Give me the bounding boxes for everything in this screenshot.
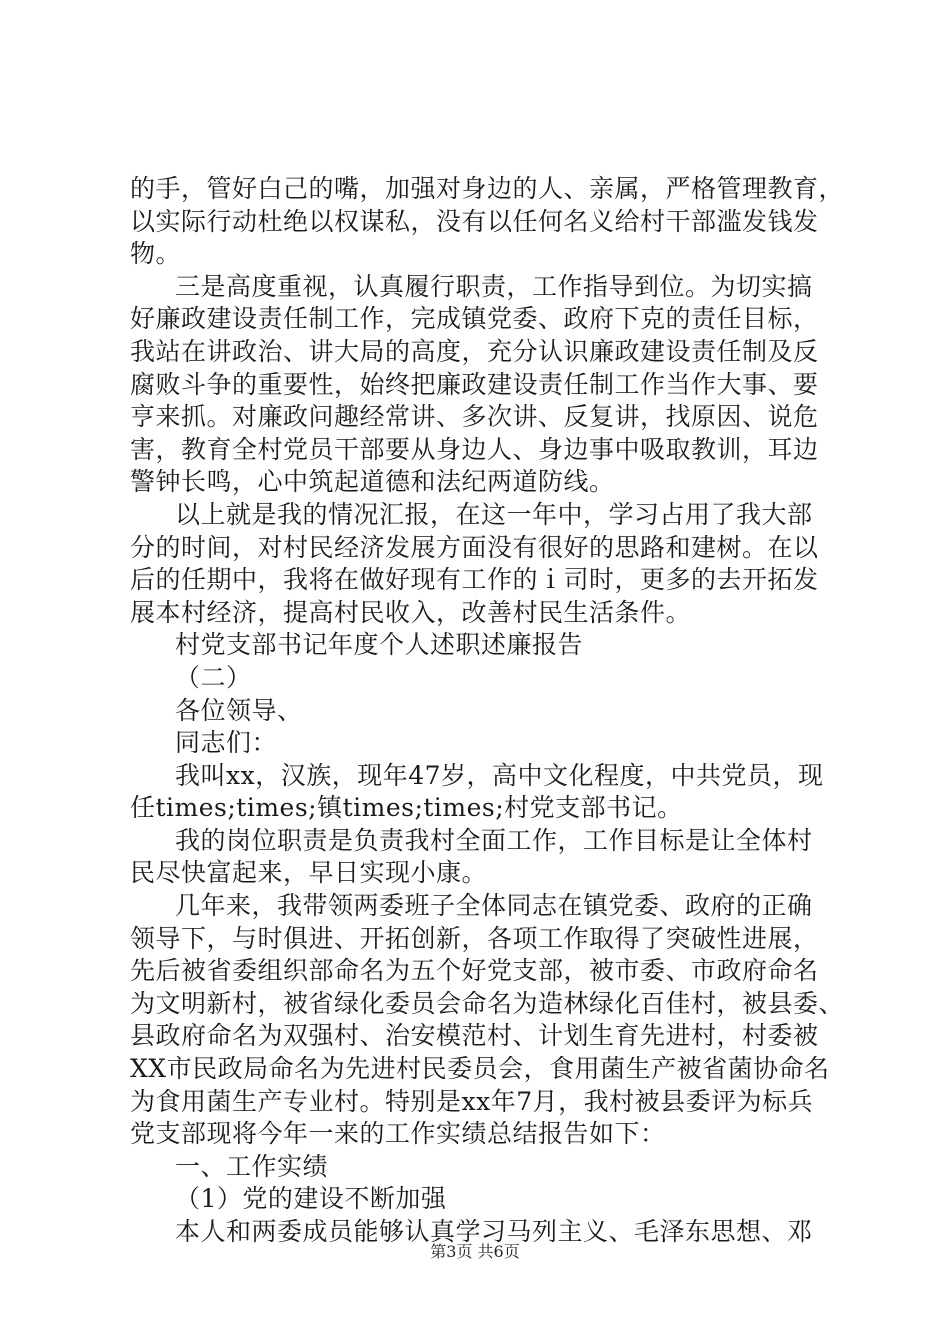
text-line: 亨来抓。对廉政问趣经常讲、多次讲、反复讲，找原因、说危 (130, 402, 819, 432)
text-line: 党支部现将今年一来的工作实绩总结报告如下： (130, 1119, 666, 1149)
text-line: （二） (175, 662, 252, 692)
text-line: 本人和两委成员能够认真学习马列主义、毛泽东思想、邓 (175, 1217, 813, 1246)
text-line: 好廉政建设责任制工作，完成镇党委、政府下克的责任目标， (130, 304, 819, 334)
text-line: 先后被省委组织部命名为五个好党支部，被市委、市政府命名 (130, 956, 819, 986)
text-line: 以实际行动杜绝以权谋私，没有以任何名义给村干部滥发钱发 (130, 206, 819, 236)
text-line: 一、工作实绩 (175, 1151, 329, 1181)
text-line: 为食用菌生产专业村。特别是xx年7月，我村被县委评为标兵 (130, 1086, 814, 1116)
text-line: 我叫xx，汉族，现年47岁，高中文化程度，中共党员，现 (175, 760, 824, 790)
text-line: 我站在讲政治、讲大局的高度，充分认识廉政建设责任制及反 (130, 336, 819, 366)
text-line: 民尽快富起来，早日实现小康。 (130, 858, 488, 888)
text-line: 各位领导、 (175, 695, 303, 725)
text-line: 害，教育全村党员干部要从身边人、身边事中吸取教训，耳边 (130, 434, 819, 464)
text-line: 以上就是我的情况汇报，在这一年中，学习占用了我大部 (175, 499, 813, 529)
text-line: 物。 (130, 239, 182, 269)
text-line: 村党支部书记年度个人述职述廉报告 (175, 630, 584, 660)
text-line: （1）党的建设不断加强 (175, 1184, 447, 1214)
text-line: 的手，管好白己的嘴，加强对身边的人、亲属，严格管理教育， (130, 174, 845, 203)
text-line: 警钟长鸣，心中筑起道德和法纪两道防线。 (130, 467, 615, 497)
text-line: 几年来，我带领两委班子全体同志在镇党委、政府的正确 (175, 891, 813, 921)
text-line: 分的时间，对村民经济发展方面没有很好的思路和建树。在以 (130, 532, 819, 562)
text-line: 同志们： (175, 728, 278, 758)
document-body (130, 173, 845, 1249)
text-line: 我的岗位职责是负责我村全面工作，工作目标是让全体村 (175, 825, 813, 855)
text-line: 领导下，与时俱进、开拓创新，各项工作取得了突破性进展， (130, 923, 819, 953)
text-line: 腐败斗争的重要性，始终把廉政建设责任制工作当作大事、要 (130, 369, 819, 399)
text-line: 后的任期中，我将在做好现有工作的ｉ司时，更多的去开拓发 (130, 565, 819, 595)
text-line: 任times;times;镇times;times;村党支部书记。 (130, 793, 683, 823)
text-line: 三是高度重视，认真履行职责，工作指导到位。为切实搞 (175, 271, 813, 301)
text-line: XX市民政局命名为先进村民委员会，食用菌生产被省菌协命名 (130, 1054, 830, 1084)
text-line: 县政府命名为双强村、治安模范村、计划生育先进村，村委被 (130, 1021, 819, 1051)
text-line: 为文明新村，被省绿化委员会命名为造林绿化百佳村，被县委、 (130, 988, 845, 1018)
page-footer: 第3页 共6页 (430, 1242, 520, 1261)
text-line: 展本村经济，提高村民收入，改善村民生活条件。 (130, 597, 692, 627)
